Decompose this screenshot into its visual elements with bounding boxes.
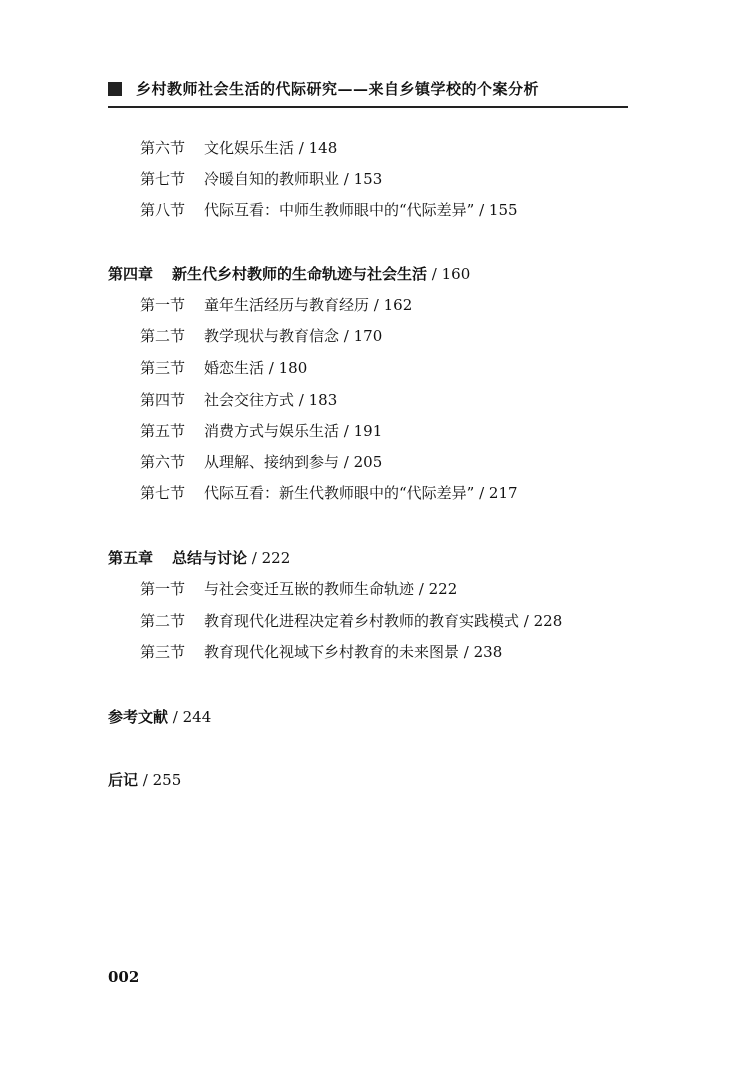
section-title: 教育现代化视域下乡村教育的未来图景 [204, 643, 460, 661]
toc-chapter-entry[interactable] [108, 264, 470, 284]
header-title: 乡村教师社会生活的代际研究——来自乡镇学校的个案分析 [136, 80, 540, 98]
section-page: / 217 [474, 484, 518, 502]
toc-section-entry[interactable] [140, 452, 382, 472]
page-number: 002 [108, 968, 140, 986]
header-square-icon [108, 82, 122, 96]
section-number: 第二节 [140, 612, 186, 630]
chapter-page: / 160 [427, 265, 471, 283]
section-page: / 183 [294, 391, 338, 409]
toc-section-entry[interactable] [140, 611, 562, 631]
toc-section-entry[interactable] [140, 483, 518, 503]
toc-section-entry[interactable] [140, 169, 382, 189]
section-number: 第七节 [140, 170, 186, 188]
section-number: 第二节 [140, 327, 186, 345]
section-title: 与社会变迁互嵌的教师生命轨迹 [204, 580, 415, 598]
section-title: 教育现代化进程决定着乡村教师的教育实践模式 [204, 612, 520, 630]
section-page: / 191 [339, 422, 383, 440]
section-page: / 180 [264, 359, 308, 377]
toc-section-entry[interactable] [140, 295, 412, 315]
section-page: / 205 [339, 453, 383, 471]
references-page: / 244 [168, 708, 212, 726]
section-title: 消费方式与娱乐生活 [204, 422, 340, 440]
section-number: 第六节 [140, 139, 186, 157]
toc-references-entry[interactable] [108, 707, 211, 727]
section-number: 第四节 [140, 391, 186, 409]
toc-section-entry[interactable] [140, 200, 518, 220]
chapter-page: / 222 [247, 549, 291, 567]
section-title: 冷暖自知的教师职业 [204, 170, 340, 188]
chapter-number: 第五章 [108, 549, 154, 567]
section-number: 第一节 [140, 296, 186, 314]
section-title: 社会交往方式 [204, 391, 295, 409]
toc-afterword-entry[interactable] [108, 770, 181, 790]
references-title: 参考文献 [108, 708, 169, 726]
section-title: 婚恋生活 [204, 359, 265, 377]
toc-section-entry[interactable] [140, 358, 307, 378]
section-number: 第三节 [140, 643, 186, 661]
section-page: / 148 [294, 139, 338, 157]
chapter-title: 总结与讨论 [172, 549, 248, 567]
chapter-number: 第四章 [108, 265, 154, 283]
section-title: 教学现状与教育信念 [204, 327, 340, 345]
section-page: / 170 [339, 327, 383, 345]
running-header [108, 76, 628, 108]
section-title: 从理解、接纳到参与 [204, 453, 340, 471]
section-page: / 238 [459, 643, 503, 661]
section-title: 代际互看：新生代教师眼中的“代际差异” [204, 484, 475, 502]
section-page: / 162 [369, 296, 413, 314]
section-number: 第六节 [140, 453, 186, 471]
section-title: 文化娱乐生活 [204, 139, 295, 157]
section-number: 第一节 [140, 580, 186, 598]
afterword-title: 后记 [108, 771, 139, 789]
section-page: / 228 [519, 612, 563, 630]
section-page: / 153 [339, 170, 383, 188]
section-number: 第三节 [140, 359, 186, 377]
section-number: 第七节 [140, 484, 186, 502]
afterword-page: / 255 [138, 771, 182, 789]
section-title: 代际互看：中师生教师眼中的“代际差异” [204, 201, 475, 219]
toc-section-entry[interactable] [140, 326, 382, 346]
section-page: / 222 [414, 580, 458, 598]
toc-section-entry[interactable] [140, 579, 457, 599]
toc-section-entry[interactable] [140, 138, 337, 158]
section-number: 第五节 [140, 422, 186, 440]
toc-chapter-entry[interactable] [108, 548, 290, 568]
section-number: 第八节 [140, 201, 186, 219]
section-page: / 155 [474, 201, 518, 219]
chapter-title: 新生代乡村教师的生命轨迹与社会生活 [172, 265, 428, 283]
toc-section-entry[interactable] [140, 421, 382, 441]
toc-section-entry[interactable] [140, 642, 502, 662]
toc-section-entry[interactable] [140, 390, 337, 410]
section-title: 童年生活经历与教育经历 [204, 296, 370, 314]
